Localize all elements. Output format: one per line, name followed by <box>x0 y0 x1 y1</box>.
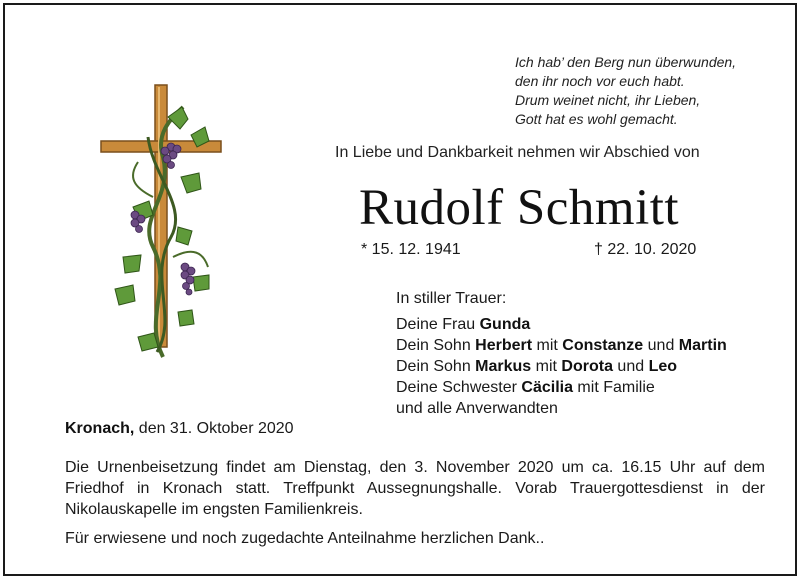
relation-text: Deine Schwester <box>396 379 522 396</box>
relation-text: Dein Sohn <box>396 358 476 375</box>
connector-text: mit <box>532 337 563 354</box>
connector-text: mit <box>531 358 562 375</box>
birth-date: * 15. 12. 1941 <box>361 241 461 258</box>
thanks-line: Für erwiesene und noch zugedachte Anteilnahme herzlichen Dank.. <box>65 530 545 547</box>
place-and-date <box>65 420 294 438</box>
obituary-frame <box>3 3 797 576</box>
poem-line: Gott hat es wohl gemacht. <box>515 111 678 127</box>
mourner-name: Markus <box>475 358 532 375</box>
funeral-notice: Die Urnenbeisetzung findet am Dienstag, den 3. November 2020 um ca. 16.15 Uhr auf dem Friedhof in Kronach statt. Treffpunkt Aussegnungshalle. Vorab Trauergottesdienst in der Nikolauskapelle im engsten Familienkreis. <box>65 459 765 518</box>
deceased-name: Rudolf Schmitt <box>359 180 680 236</box>
mourner-row <box>396 314 727 335</box>
relation-text: Deine Frau <box>396 316 480 333</box>
mourner-name: Cäcilia <box>521 379 573 396</box>
mourner-name: Gunda <box>479 316 531 333</box>
farewell-intro: In Liebe und Dankbarkeit nehmen wir Abschied von <box>335 144 700 161</box>
mourner-row <box>396 356 727 377</box>
mourner-row <box>396 335 727 356</box>
connector-text: mit Familie <box>572 379 655 396</box>
death-date: † 22. 10. 2020 <box>594 241 697 258</box>
connector-text: und <box>643 337 679 354</box>
poem-line: Ich hab’ den Berg nun überwunden, <box>515 54 737 70</box>
mourner-name: Leo <box>648 358 678 375</box>
place-date: den 31. Oktober 2020 <box>134 420 294 437</box>
mourner-name: Herbert <box>475 337 533 354</box>
connector-text: und <box>612 358 649 375</box>
poem <box>515 53 785 129</box>
relation-text: Dein Sohn <box>396 337 476 354</box>
cross-with-vine-icon <box>93 77 233 377</box>
place-town: Kronach, <box>65 420 135 437</box>
mourner-name: Constanze <box>562 337 644 354</box>
mourners-list <box>396 288 727 419</box>
mourner-name: Martin <box>678 337 727 354</box>
poem-line: den ihr noch vor euch habt. <box>515 73 685 89</box>
mourner-name: Dorota <box>561 358 613 375</box>
poem-line: Drum weinet nicht, ihr Lieben, <box>515 92 701 108</box>
mourner-row <box>396 377 727 398</box>
mourners-heading: In stiller Trauer: <box>396 290 507 307</box>
mourners-closing: und alle Anverwandten <box>396 400 558 417</box>
